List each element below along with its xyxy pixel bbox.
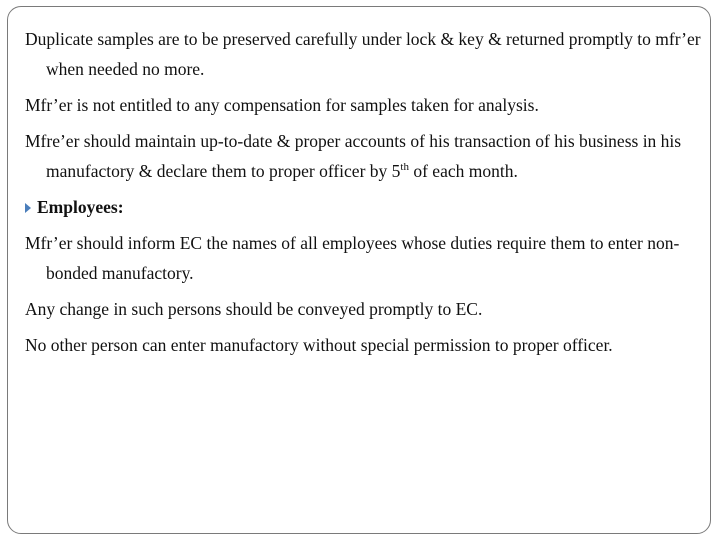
triangle-bullet-icon xyxy=(25,203,31,213)
slide-content xyxy=(25,24,709,366)
section-heading-employees xyxy=(25,192,709,222)
paragraph-accounts-end: of each month. xyxy=(408,161,518,181)
paragraph-special-permission: No other person can enter manufactory without special permission to proper officer. xyxy=(25,335,613,355)
ordinal-suffix: th xyxy=(400,161,409,174)
paragraph-duplicate-samples: Duplicate samples are to be preserved carefully under lock & key & returned promptly to mfr’er when needed no more. xyxy=(25,29,701,79)
paragraph-change-persons: Any change in such persons should be conveyed promptly to EC. xyxy=(25,299,483,319)
paragraph-compensation: Mfr’er is not entitled to any compensation for samples taken for analysis. xyxy=(25,95,539,115)
slide-frame xyxy=(7,6,711,534)
section-heading-label: Employees: xyxy=(37,197,124,217)
paragraph-accounts-text: Mfre’er should maintain up-to-date & proper accounts of his transaction of his business in his manufactory & declare them to proper officer by 5 xyxy=(25,131,682,181)
paragraph-accounts xyxy=(25,126,709,186)
paragraph-inform-ec: Mfr’er should inform EC the names of all employees whose duties require them to enter non-bonded manufactory. xyxy=(25,233,680,283)
